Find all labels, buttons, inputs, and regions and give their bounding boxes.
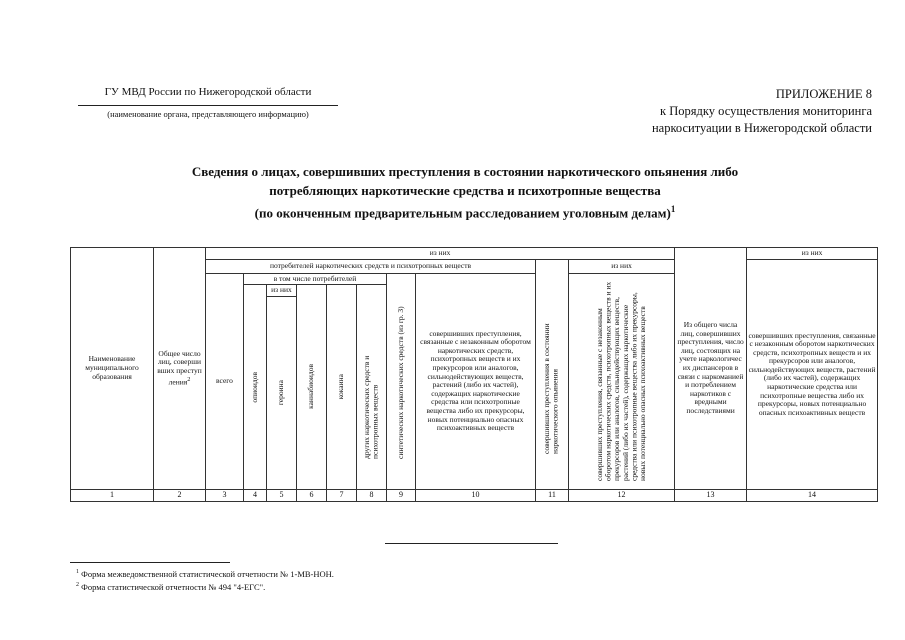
footnote-1 bbox=[76, 569, 334, 579]
document-title bbox=[120, 162, 810, 222]
appendix-block bbox=[652, 86, 872, 137]
organization-name: ГУ МВД России по Нижегородской области bbox=[104, 86, 312, 98]
header-col11: совершивших преступления в состоянии наркотического опьянения bbox=[536, 260, 569, 489]
footnote-1-text: Форма межведомственной статистической отчетности № 1-МВ-НОН. bbox=[81, 569, 334, 579]
footnote-divider bbox=[70, 562, 230, 563]
organization-caption: (наименование органа, представляющего информацию) bbox=[107, 109, 309, 119]
organization-underline bbox=[78, 105, 338, 106]
column-number-9: 9 bbox=[387, 489, 416, 502]
header-col6-cannabis: каннабиоидов bbox=[297, 285, 327, 489]
footnote-2-mark: 2 bbox=[76, 582, 79, 589]
column-number-2: 2 bbox=[154, 489, 206, 502]
header-consumers: потребителей наркотических средств и психотропных веществ bbox=[206, 260, 536, 273]
column-number-14: 14 bbox=[747, 489, 878, 502]
header-of-them-col12: из них bbox=[569, 260, 675, 273]
footnote-1-mark: 1 bbox=[76, 569, 79, 576]
footnote-2-text: Форма статистической отчетности № 494 "4-ЕГС". bbox=[81, 582, 266, 592]
column-number-10: 10 bbox=[416, 489, 536, 502]
header-col3-total: всего bbox=[206, 273, 244, 489]
header-col4-opioids: опиоидов bbox=[244, 285, 267, 489]
header-col13: Из общего числа лиц, совершивших преступления, число лиц, состоящих на учете наркологичес их диспансеров в связи с наркоманией и потреблением наркотиков с вредными последствиями bbox=[675, 248, 747, 490]
appendix-line-3: наркоситуации в Нижегородской области bbox=[651, 121, 872, 135]
header-col7-cocaine: кокаина bbox=[327, 285, 357, 489]
header-col10: совершивших преступления, связанные с незаконным оборотом наркотических средств, психотропных веществ и их прекурсоров или аналогов, сильнодействующих веществ, растений (либо их частей), содержащих наркотические средства или психотропные вещества либо их прекурсоры, новых потенциально опасных психоактивных веществ bbox=[416, 273, 536, 489]
footnote-2 bbox=[76, 582, 265, 592]
header-col9: синтетических наркотических средств (из гр. 3) bbox=[387, 273, 416, 489]
header-of-them-col5: из них bbox=[267, 285, 297, 296]
header-col8-other: других наркотических средств и психотропных веществ bbox=[357, 285, 387, 489]
column-number-5: 5 bbox=[267, 489, 297, 502]
column-number-3: 3 bbox=[206, 489, 244, 502]
statistics-table bbox=[70, 247, 878, 502]
appendix-line-1: ПРИЛОЖЕНИЕ 8 bbox=[775, 87, 872, 101]
header-total-persons: Общее число лиц, соверши вших преступ ления$^2$ bbox=[154, 248, 206, 490]
appendix-line-2: к Порядку осуществления мониторинга bbox=[660, 104, 872, 118]
title-footnote-mark: 1 bbox=[670, 204, 676, 214]
title-line-2: потребляющих наркотические средства и психотропные вещества bbox=[269, 183, 661, 198]
column-number-8: 8 bbox=[357, 489, 387, 502]
section-divider bbox=[385, 543, 558, 544]
title-line-3: (по оконченным предварительным расследованием уголовным делам)$^1$ bbox=[254, 204, 676, 221]
header-of-them-main: из них bbox=[206, 248, 675, 260]
column-number-11: 11 bbox=[536, 489, 569, 502]
column-number-7: 7 bbox=[327, 489, 357, 502]
column-number-1: 1 bbox=[71, 489, 154, 502]
header-including-consumers: в том числе потребителей bbox=[244, 273, 387, 284]
column-number-6: 6 bbox=[297, 489, 327, 502]
header-total-persons-mark: 2 bbox=[187, 375, 191, 383]
header-col12: совершивших преступления, связанные с незаконным оборотом наркотических средств, психотропных веществ и их прекурсоров или аналогов, сильнодействующих веществ, растений (либо их частей), содержащих наркотические средства или психотропные вещества либо их прекурсоры, новых потенциально опасных психоактивных веществ bbox=[569, 273, 675, 489]
header-municipality: Наименование муниципального образования bbox=[71, 248, 154, 490]
title-line-1: Сведения о лицах, совершивших преступления в состоянии наркотического опьянения либо bbox=[191, 164, 739, 179]
header-col5-heroin: героина bbox=[267, 296, 297, 489]
column-number-12: 12 bbox=[569, 489, 675, 502]
column-number-4: 4 bbox=[244, 489, 267, 502]
header-of-them-right: из них bbox=[747, 248, 878, 260]
column-number-13: 13 bbox=[675, 489, 747, 502]
header-col14: совершивших преступления, связанные с незаконным оборотом наркотических средств, психотропных веществ и их прекурсоров или аналогов, сильнодействующих веществ, растений (либо их частей), содержащих наркотические средства или психотропные вещества либо их прекурсоры, новых потенциально опасных психоактивных веществ bbox=[747, 260, 878, 489]
